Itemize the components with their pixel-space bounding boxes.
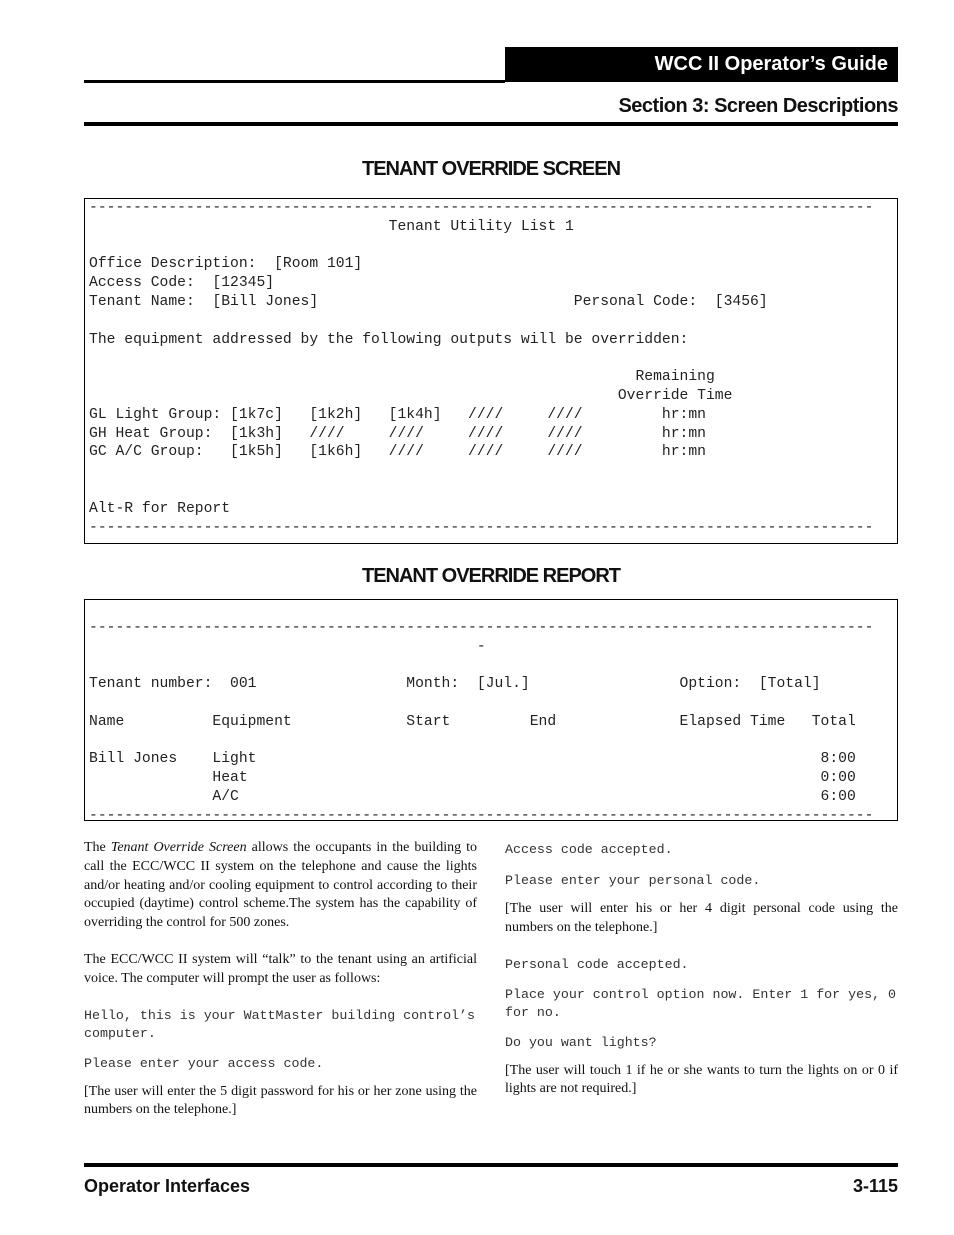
screen-lines	[85, 199, 897, 537]
screen-line: Override Time	[89, 387, 733, 404]
lights-instruction: [The user will touch 1 if he or she wants to turn the lights on or 0 if lights are not required.]	[505, 1062, 898, 1097]
prompt-lights: Do you want lights?	[505, 1034, 657, 1050]
screen-line: Alt-R for Report	[89, 500, 231, 517]
report-line: A/C 6:00	[89, 788, 856, 805]
prompt-control-option: Place your control option now. Enter 1 for yes, 0 for no.	[505, 986, 904, 1020]
report-line: Tenant number: 001 Month: [Jul.] Option: [Total]	[89, 676, 821, 693]
footer-rule	[84, 1163, 898, 1167]
screen-heading: TENANT OVERRIDE SCREEN	[361, 158, 621, 180]
report-line: Heat 0:00	[89, 770, 856, 787]
prompt-access-code: Please enter your access code.	[84, 1055, 324, 1071]
report-line: -----------------------------------------------------------------------------------------	[89, 619, 874, 636]
screen-line	[85, 462, 897, 481]
screen-line: Tenant Utility List 1	[89, 218, 574, 235]
section-rule	[84, 122, 898, 126]
report-line	[85, 732, 897, 751]
guide-title: WCC II Operator’s Guide	[654, 53, 888, 75]
page-number: 3-115	[852, 1176, 898, 1196]
prompt-personal-accepted: Personal code accepted.	[505, 956, 689, 972]
voice-paragraph: The ECC/WCC II system will “talk” to the tenant using an artificial voice. The computer will prompt the user as follows:	[84, 951, 477, 986]
prompt-access-accepted: Access code accepted.	[505, 842, 673, 857]
report-lines	[85, 600, 897, 821]
screen-line	[85, 481, 897, 500]
screen-line: Access Code: [12345]	[89, 275, 275, 292]
screen-line: -----------------------------------------------------------------------------------------	[89, 519, 874, 536]
intro-rest: allows the occupants in the building to call the ECC/WCC II system on the telephone and cause the lights and/or heating and/or cooling equipment to control according to their occupied (daytime) control scheme.The system has the capability of overriding the control for 500 zones.	[84, 840, 478, 931]
screen-line	[85, 312, 897, 331]
screen-line: GH Heat Group: [1k3h] //// //// //// //// hr:mn	[89, 425, 706, 442]
screen-line	[85, 237, 897, 256]
right-column	[505, 841, 904, 1099]
report-line	[85, 600, 897, 619]
prompt-hello: Hello, this is your WattMaster building control’s computer.	[84, 1007, 483, 1041]
tenant-override-report-box	[84, 599, 898, 821]
report-line	[85, 656, 897, 675]
screen-line: Remaining	[89, 369, 715, 386]
tenant-override-screen-box	[84, 198, 898, 544]
screen-line: Office Description: [Room 101]	[89, 256, 363, 273]
screen-line: GL Light Group: [1k7c] [1k2h] [1k4h] //// //// hr:mn	[89, 406, 706, 423]
intro-paragraph	[84, 839, 477, 933]
screen-line: Tenant Name: [Bill Jones] Personal Code: [3456]	[89, 293, 768, 310]
screen-line: The equipment addressed by the following outputs will be overridden:	[89, 331, 689, 348]
footer-section-name: Operator Interfaces	[84, 1176, 251, 1196]
guide-title-banner	[505, 47, 898, 82]
report-line: -----------------------------------------------------------------------------------------	[89, 807, 874, 821]
report-line: Name Equipment Start End Elapsed Time Total	[89, 713, 856, 730]
report-line: -	[89, 638, 486, 655]
prompt-personal-code: Please enter your personal code.	[505, 873, 761, 888]
header-rule	[84, 80, 505, 83]
intro-prefix: The	[84, 840, 111, 855]
intro-italic: Tenant Override Screen	[110, 840, 247, 855]
screen-line	[85, 349, 897, 368]
left-column	[84, 839, 483, 1120]
screen-line: -----------------------------------------------------------------------------------------	[89, 200, 874, 216]
report-line	[85, 694, 897, 713]
access-instruction: [The user will enter the 5 digit password for his or her zone using the numbers on the telephone.]	[84, 1083, 477, 1118]
screen-line: GC A/C Group: [1k5h] [1k6h] //// //// //// hr:mn	[89, 444, 706, 461]
section-title: Section 3: Screen Descriptions	[618, 95, 898, 117]
personal-instruction: [The user will enter his or her 4 digit personal code using the numbers on the telephone.]	[505, 901, 898, 935]
report-heading: TENANT OVERRIDE REPORT	[361, 565, 621, 587]
report-line: Bill Jones Light 8:00	[89, 751, 856, 768]
